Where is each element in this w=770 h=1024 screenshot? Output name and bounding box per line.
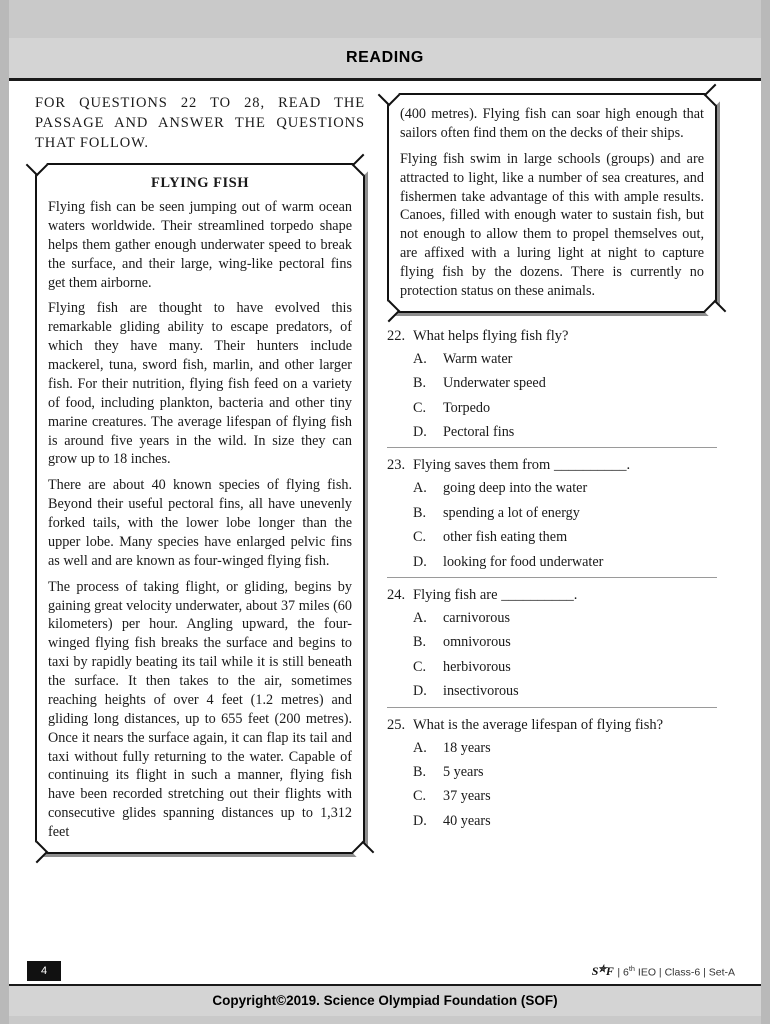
option-letter: A. <box>413 609 427 626</box>
passage-title: FLYING FISH <box>150 175 250 191</box>
questions-list <box>387 327 717 831</box>
corner-notch-icon <box>26 154 49 177</box>
page-number: 4 <box>27 961 61 981</box>
option-text: Underwater speed <box>443 375 546 392</box>
footer-meta-text: | 6th IEO | Class-6 | Set-A <box>617 963 735 979</box>
option-item[interactable] <box>387 812 717 830</box>
question-item <box>387 456 717 578</box>
option-letter: C. <box>413 399 427 416</box>
page-title: READING <box>346 49 424 66</box>
question-number: 23. <box>387 457 406 474</box>
question-separator <box>387 707 717 708</box>
option-letter: B. <box>413 764 427 781</box>
option-text: 5 years <box>443 764 484 781</box>
question-text: Flying fish are __________. <box>413 587 578 604</box>
question-item <box>387 716 717 831</box>
corner-notch-icon <box>704 299 727 322</box>
option-item[interactable] <box>387 399 717 417</box>
passage-paragraph: There are about 40 known species of flying fish. Beyond their useful pectoral fins, all have unevenly forked tails, with the lower lobe longer than the upper lobe. Many species have enlarged pelvic fins as well and are known as four-winged flying fish. <box>48 477 352 569</box>
options-list <box>387 609 717 701</box>
option-item[interactable] <box>387 528 717 546</box>
footer-row <box>9 958 761 984</box>
option-item[interactable] <box>387 504 717 522</box>
copyright-band: Copyright©2019. Science Olympiad Foundation (SOF) <box>9 984 761 1016</box>
option-letter: D. <box>413 812 427 829</box>
option-item[interactable] <box>387 374 717 392</box>
option-item[interactable] <box>387 787 717 805</box>
option-text: 18 years <box>443 739 491 756</box>
corner-notch-icon <box>352 154 375 177</box>
page-bottom-strip <box>9 1016 761 1024</box>
option-item[interactable] <box>387 553 717 571</box>
corner-notch-icon <box>352 841 375 864</box>
question-number: 22. <box>387 327 406 344</box>
question-separator <box>387 447 717 448</box>
option-item[interactable] <box>387 633 717 651</box>
question-item <box>387 586 717 708</box>
options-list <box>387 739 717 831</box>
option-letter: B. <box>413 504 427 521</box>
corner-notch-icon <box>378 84 401 107</box>
page-top-strip <box>9 0 761 38</box>
option-item[interactable] <box>387 609 717 627</box>
option-text: insectivorous <box>443 683 519 700</box>
option-item[interactable] <box>387 479 717 497</box>
instructions-text: FOR QUESTIONS 22 TO 28, READ THE PASSAGE AND ANSWER THE QUESTIONS THAT FOLLOW. <box>35 95 365 151</box>
option-text: 40 years <box>443 812 491 829</box>
option-text: herbivorous <box>443 658 511 675</box>
page-content <box>9 81 761 961</box>
option-letter: C. <box>413 529 427 546</box>
option-item[interactable] <box>387 658 717 676</box>
page-header <box>9 38 761 81</box>
option-letter: D. <box>413 683 427 700</box>
question-item <box>387 327 717 449</box>
option-letter: D. <box>413 423 427 440</box>
option-text: looking for food underwater <box>443 553 604 570</box>
option-letter: B. <box>413 375 427 392</box>
option-item[interactable] <box>387 423 717 441</box>
passage-paragraph: The process of taking flight, or gliding, begins by gaining great velocity underwater, about 37 miles (60 kilometers) per hour. Angling upward, the four-winged flying fish breaks the surface and begins to taxi by rapidly beating its tail while it is still beneath the surface. It then takes to the air, sometimes reaching heights of over 4 feet (1.2 metres) and gliding long distances, up to 655 feet (200 metres). Once it nears the surface again, it can flap its tail and taxi without fully returning to the water. Capable of continuing its flight in such a manner, flying fish have been recorded stretching out their flights with consecutive glides spanning distances up to 1,312 feet <box>48 578 352 840</box>
option-letter: D. <box>413 553 427 570</box>
question-number: 25. <box>387 716 406 733</box>
two-column-layout <box>35 93 735 854</box>
option-letter: C. <box>413 788 427 805</box>
passage-paragraph: Flying fish swim in large schools (groups) and are attracted to light, like a number of sea creatures, and fishermen take advantage of this with ample results. Canoes, filled with enough water to sustain fish, but not enough to allow them to propel themselves out, are affixed with a luring light at night to capture flying fish by the dozens. There is currently no protection status on these animals. <box>400 150 704 299</box>
question-text-row <box>387 327 717 346</box>
right-column <box>387 93 717 854</box>
left-column <box>35 93 365 854</box>
option-letter: A. <box>413 739 427 756</box>
option-text: carnivorous <box>443 609 510 626</box>
option-letter: A. <box>413 480 427 497</box>
question-text-row <box>387 716 717 735</box>
question-text: What helps flying fish fly? <box>413 327 569 344</box>
passage-paragraph: (400 metres). Flying fish can soar high enough that sailors often find them on the decks of their ships. <box>400 106 704 141</box>
option-letter: A. <box>413 350 427 367</box>
option-text: omnivorous <box>443 634 511 651</box>
star-icon: ✮ <box>597 963 606 975</box>
option-text: other fish eating them <box>443 529 568 546</box>
sof-logo: S✮F <box>591 963 614 978</box>
option-text: Torpedo <box>443 399 491 416</box>
option-text: 37 years <box>443 788 491 805</box>
passage-paragraph: Flying fish can be seen jumping out of warm ocean waters worldwide. Their streamlined torpedo shape helps them gather enough underwater speed to break the surface, and their large, wing-like pectoral fins get them airborne. <box>48 199 352 291</box>
corner-notch-icon <box>704 84 727 107</box>
option-item[interactable] <box>387 682 717 700</box>
question-separator <box>387 577 717 578</box>
footer-meta <box>592 964 735 979</box>
option-text: spending a lot of energy <box>443 504 580 521</box>
option-item[interactable] <box>387 739 717 757</box>
question-number: 24. <box>387 587 406 604</box>
option-item[interactable] <box>387 763 717 781</box>
passage-box-right <box>387 93 717 313</box>
option-letter: C. <box>413 658 427 675</box>
passage-box-left <box>35 163 365 854</box>
corner-notch-icon <box>26 841 49 864</box>
option-text: Pectoral fins <box>443 423 515 440</box>
question-text-row <box>387 586 717 605</box>
question-text: What is the average lifespan of flying fish? <box>413 716 664 733</box>
option-letter: B. <box>413 634 427 651</box>
options-list <box>387 350 717 442</box>
question-text-row <box>387 456 717 475</box>
option-text: Warm water <box>443 350 513 367</box>
option-text: going deep into the water <box>443 480 588 497</box>
option-item[interactable] <box>387 350 717 368</box>
question-text: Flying saves them from __________. <box>413 457 631 474</box>
corner-notch-icon <box>378 299 401 322</box>
page-footer <box>9 958 761 1024</box>
options-list <box>387 479 717 571</box>
passage-paragraph: Flying fish are thought to have evolved this remarkable gliding ability to escape predators, of which they have many. Their hunters include mackerel, tuna, sword fish, marlin, and other larger fish. For their nutrition, flying fish feed on a variety of food, including plankton, bacteria and other tiny marine creatures. The average lifespan of flying fish is around five years in the wild. In size they can grow up to 18 inches. <box>48 300 352 468</box>
